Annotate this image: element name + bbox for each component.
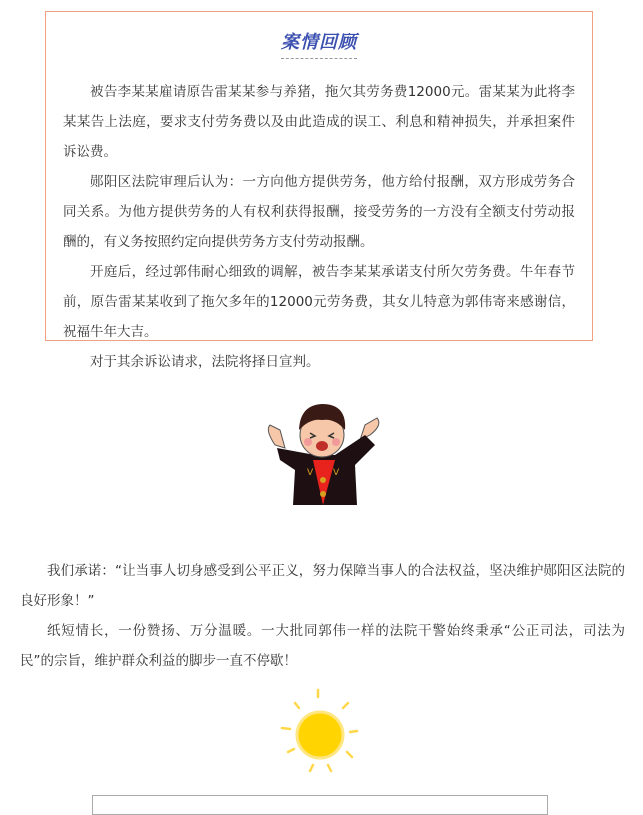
paragraph: 纸短情长，一份赞扬、万分温暖。一大批同郭伟一样的法院干警始终秉承“公正司法，司法为民”的宗旨，维护群众利益的脚步一直不停歇！ (20, 623, 625, 669)
sun-illustration (270, 685, 370, 785)
next-section-box (92, 795, 548, 815)
paragraph: 开庭后，经过郭伟耐心细致的调解，被告李某某承诺支付所欠劳务费。牛年春节前，原告雷某某收到了拖欠多年的12000元劳务费，其女儿特意为郭伟寄来感谢信，祝福牛年大吉。 (63, 264, 575, 340)
judge-cartoon-illustration (255, 390, 390, 510)
svg-text:V: V (333, 468, 340, 478)
title-text: 案情回顾 (281, 28, 357, 59)
paragraph: 我们承诺：“让当事人切身感受到公平正义，努力保障当事人的合法权益，坚决维护郧阳区法院的良好形象！” (20, 563, 625, 609)
paragraph: 被告李某某雇请原告雷某某参与养猪，拖欠其劳务费12000元。雷某某为此将李某某告上法庭，要求支付劳务费以及由此造成的误工、利息和精神损失，并承担案件诉讼费。 (63, 84, 575, 160)
main-text (20, 556, 625, 676)
case-review-title (46, 28, 592, 59)
case-review-body (63, 77, 575, 377)
case-review-box (45, 11, 593, 370)
svg-text:V: V (307, 468, 314, 478)
paragraph: 郧阳区法院审理后认为：一方向他方提供劳务，他方给付报酬，双方形成劳务合同关系。为他方提供劳务的人有权利获得报酬，接受劳务的一方没有全额支付劳动报酬的，有义务按照约定向提供劳务方支付劳动报酬。 (63, 174, 575, 250)
paragraph: 对于其余诉讼请求，法院将择日宣判。 (90, 354, 320, 370)
